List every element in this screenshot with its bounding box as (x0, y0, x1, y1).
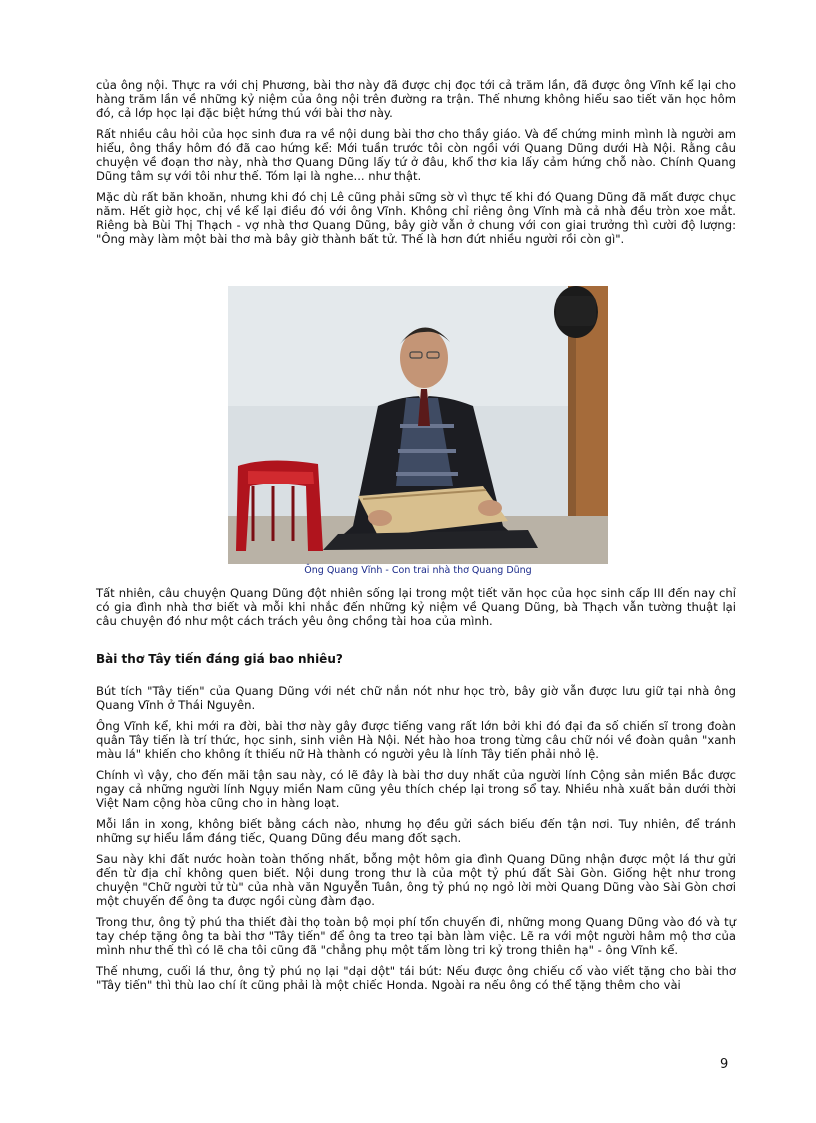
paragraph: Chính vì vậy, cho đến mãi tận sau này, có lẽ đây là bài thơ duy nhất của người lính Cộng sản miền Bắc được ngay cả những người lính Ngụy miền Nam cũng yêu thích chép lại trong sổ tay. Nhiều nhà xuất bản dưới thời Việt Nam cộng hòa cũng cho in hàng loạt. (96, 768, 736, 810)
paragraph: của ông nội. Thực ra với chị Phương, bài thơ này đã được chị đọc tới cả trăm lần, đã được ông Vĩnh kể lại cho hàng trăm lần về những kỷ niệm của ông nội trên đường ra trận. Thế nhưng không hiểu sao tiết văn học hôm đó, cả lớp học lại đặc biệt hứng thú với bài thơ này. (96, 78, 736, 120)
section-heading: Bài thơ Tây tiến đáng giá bao nhiêu? (96, 652, 343, 666)
page-number: 9 (720, 1057, 729, 1072)
paragraph: Trong thư, ông tỷ phú tha thiết đài thọ toàn bộ mọi phí tổn chuyến đi, những mong Quang Dũng vào đó và tự tay chép tặng ông ta bài thơ "Tây tiến" để ông ta treo tại bàn làm việc. Lẽ ra với một người hâm mộ thơ của mình như thế thì có lẽ cha tôi cũng đã "chẳng phụ một tấm lòng tri kỷ trong thiên hạ" - ông Vĩnh kể. (96, 915, 736, 957)
photo-quang-vinh (228, 286, 608, 564)
section (96, 652, 736, 673)
photo-caption: Ông Quang Vĩnh - Con trai nhà thơ Quang Dũng (304, 565, 532, 576)
paragraph: Ông Vĩnh kể, khi mới ra đời, bài thơ này gây được tiếng vang rất lớn bởi khi đó đại đa số chiến sĩ trong đoàn quân Tây tiến là trí thức, học sinh, sinh viên Hà Nội. Nét hào hoa trong từng câu chữ nói về đoàn quân "xanh màu lá" khiến cho không ít thiếu nữ Hà thành có người yêu là lính Tây tiến phải nhỏ lệ. (96, 719, 736, 761)
body-text-top (96, 78, 736, 253)
paragraph: Thế nhưng, cuối lá thư, ông tỷ phú nọ lại "dại dột" tái bút: Nếu được ông chiếu cố vào viết tặng cho bài thơ "Tây tiến" thì thù lao chí ít cũng phải là một chiếc Honda. Ngoài ra nếu ông có thể tặng thêm cho vài (96, 964, 736, 992)
paragraph: Mỗi lần in xong, không biết bằng cách nào, nhưng họ đều gửi sách biếu đến tận nơi. Tuy nhiên, để tránh những sự hiểu lầm đáng tiếc, Quang Dũng đều mang đốt sạch. (96, 817, 736, 845)
paragraph: Bút tích "Tây tiến" của Quang Dũng với nét chữ nắn nót như học trò, bây giờ vẫn được lưu giữ tại nhà ông Quang Vĩnh ở Thái Nguyên. (96, 684, 736, 712)
paragraph: Mặc dù rất băn khoăn, nhưng khi đó chị Lê cũng phải sững sờ vì thực tế khi đó Quang Dũng đã mất được chục năm. Hết giờ học, chị về kể lại điều đó với ông Vĩnh. Không chỉ riêng ông Vĩnh mà cả nhà đều tròn xoe mắt. Riêng bà Bùi Thị Thạch - vợ nhà thơ Quang Dũng, bây giờ vẫn ở chung với con giai trưởng thì cười độ lượng: "Ông mày làm một bài thơ mà bây giờ thành bất tử. Thế là hơn đứt nhiều người rồi còn gì". (96, 190, 736, 246)
body-text-mid (96, 586, 736, 635)
paragraph: Rất nhiều câu hỏi của học sinh đưa ra về nội dung bài thơ cho thầy giáo. Và để chứng minh mình là người am hiểu, ông thầy hôm đó đã cao hứng kể: Mới tuần trước tôi còn ngồi với Quang Dũng dưới Hà Nội. Rằng câu chuyện về đoạn thơ này, nhà thơ Quang Dũng lấy tứ ở đâu, khổ thơ kia lấy cảm hứng chỗ nào. Chính Quang Dũng tâm sự với tôi như thế. Tóm lại là nghe... như thật. (96, 127, 736, 183)
paragraph: Tất nhiên, câu chuyện Quang Dũng đột nhiên sống lại trong một tiết văn học của học sinh cấp III đến nay chỉ có gia đình nhà thơ biết và mỗi khi nhắc đến những kỷ niệm về Quang Dũng, bà Thạch vẫn tường thuật lại câu chuyện đó như một cách trách yêu ông chồng tài hoa của mình. (96, 586, 736, 628)
body-text-bottom (96, 684, 736, 999)
paragraph: Sau này khi đất nước hoàn toàn thống nhất, bỗng một hôm gia đình Quang Dũng nhận được một lá thư gửi đến từ địa chỉ không quen biết. Nội dung trong thư là của một tỷ phú đất Sài Gòn. Giống hệt như trong chuyện "Chữ người tử tù" của nhà văn Nguyễn Tuân, ông tỷ phú nọ ngỏ lời mời Quang Dũng vào Sài Gòn chơi một chuyến để ông ta được ngồi cùng đàm đạo. (96, 852, 736, 908)
